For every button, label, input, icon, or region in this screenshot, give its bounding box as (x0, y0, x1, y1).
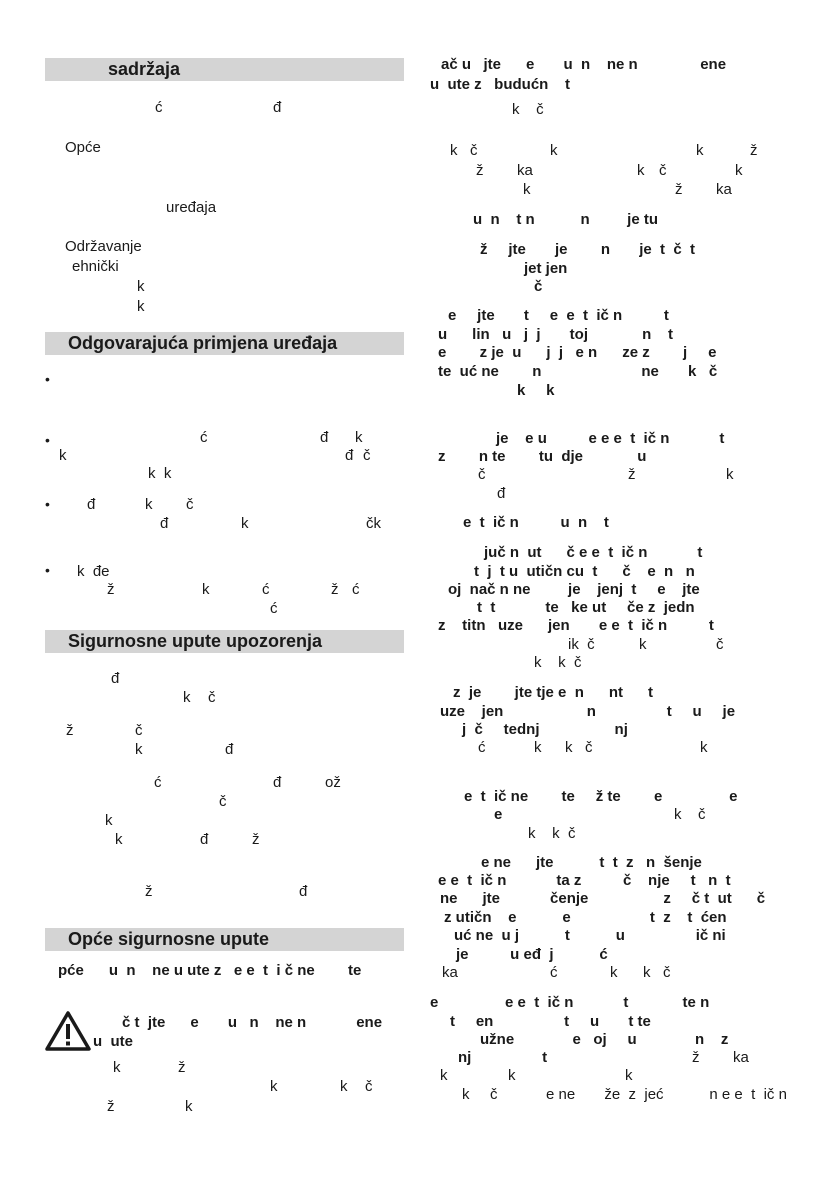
warning-line: č t jte e u n ne n ene (122, 1014, 383, 1031)
body-line: e ne že z jeć n e e t ič n (546, 1086, 787, 1103)
toc-line: Opće (65, 139, 101, 156)
body-line: e z je u j j e n ze z j e (438, 344, 717, 361)
body-line: k (534, 739, 542, 756)
intended-line: k (241, 515, 249, 532)
body-line: u n t n n je tu (473, 211, 659, 228)
body-line: oj nač n ne je jenj t e jte (448, 581, 700, 598)
intended-line: đ (320, 429, 329, 446)
body-line: t en t u t te (450, 1013, 651, 1030)
intended-line: ž (107, 581, 115, 598)
bullet-dot: • (45, 371, 50, 387)
body-line: k k (517, 382, 555, 399)
body-line: ž (750, 142, 758, 159)
body-line: užne e oj u n z (480, 1031, 729, 1048)
body-line: ka (442, 964, 458, 981)
safety-line: đ (111, 670, 120, 687)
safety-line: k (135, 741, 143, 758)
body-line: uze jen n t u je (440, 703, 736, 720)
body-line: k k č (528, 825, 576, 842)
intended-use-header (45, 332, 404, 355)
body-line: j č tednj nj (462, 721, 628, 738)
body-line: z titn uze jen e e t ič n t (438, 617, 714, 634)
body-line: ka (716, 181, 732, 198)
body-line: ka (733, 1049, 749, 1066)
body-line: k č (643, 964, 671, 981)
body-line: ž (476, 162, 484, 179)
toc-line: Održavanje (65, 238, 142, 255)
general-line: k (185, 1098, 193, 1115)
body-line: k (550, 142, 558, 159)
general-line: k (113, 1059, 121, 1076)
body-line: đ (497, 485, 506, 502)
safety-line: ož (325, 774, 341, 791)
safety-line: č (219, 793, 227, 810)
body-line: č (490, 1086, 498, 1103)
general-safety-title: Opće sigurnosne upute (68, 929, 270, 949)
intended-line: čk (366, 515, 381, 532)
safety-line: đ (273, 774, 282, 791)
general-safety-header (45, 928, 404, 951)
body-line: ž (675, 181, 683, 198)
body-line: k (726, 466, 734, 483)
general-lead: pće u n ne u ute z e e t i č ne te (58, 962, 362, 979)
body-line: te uć ne n ne k č (438, 363, 718, 380)
body-line: k č (450, 142, 478, 159)
intended-line: č (363, 447, 371, 464)
intended-line: đ (345, 447, 354, 464)
intended-line: k (59, 447, 67, 464)
body-line: je u eđ j ć (456, 946, 608, 963)
body-line: ć (550, 964, 558, 981)
toc-line: ć (155, 99, 163, 116)
general-line: ž (107, 1098, 115, 1115)
body-line: k (639, 636, 647, 653)
body-line: k (700, 739, 708, 756)
intended-line: ć (352, 581, 360, 598)
warning-triangle-icon (45, 1010, 91, 1052)
body-line: e e e t ič n t te n (430, 994, 710, 1011)
intended-line: k k (148, 465, 172, 482)
general-line: k (340, 1078, 348, 1095)
safety-header (45, 630, 404, 653)
body-line: č (698, 806, 706, 823)
body-line: č (478, 466, 486, 483)
intended-line: ć (262, 581, 270, 598)
intended-line: ć (270, 600, 278, 617)
bullet-dot: • (45, 562, 50, 578)
toc-line: đ (273, 99, 282, 116)
body-line: k č (565, 739, 593, 756)
body-line: ik č (568, 636, 595, 653)
body-line: t j t u utičn cu t č e n n (474, 563, 695, 580)
left-column (45, 0, 405, 1194)
body-line: k (462, 1086, 470, 1103)
body-line: e e t ič n ta z č nje t n t (438, 872, 731, 889)
general-line: k (270, 1078, 278, 1095)
body-line: uć ne u j t u ič ni (454, 927, 726, 944)
body-line: nj t (458, 1049, 548, 1066)
body-line: juč n ut č e e t ič n t (484, 544, 703, 561)
warning-line: u ute (93, 1033, 133, 1050)
contents-title: sadržaja (108, 59, 181, 79)
safety-line: đ (225, 741, 234, 758)
toc-line: ehnički (72, 258, 119, 275)
safety-line: ž (145, 883, 153, 900)
body-line: z n te tu dje u (438, 448, 647, 465)
body-line: ač u jte e u n ne n ene (441, 56, 727, 73)
body-line: č (716, 636, 724, 653)
intended-line: k (355, 429, 363, 446)
body-line: č (659, 162, 667, 179)
intended-line: k đe (77, 563, 110, 580)
safety-line: ć (154, 774, 162, 791)
body-line: k (610, 964, 618, 981)
body-line: e t ič ne te ž te e e (464, 788, 738, 805)
right-column (430, 0, 790, 1194)
intended-line: ć (200, 429, 208, 446)
toc-line: k (137, 298, 145, 315)
intended-line: đ (160, 515, 169, 532)
intended-line: k (145, 496, 153, 513)
intended-line: k (202, 581, 210, 598)
body-line: t t te ke ut če z jedn (477, 599, 695, 616)
body-line: u ute z budućn t (430, 76, 570, 93)
bullet-dot: • (45, 432, 50, 448)
body-line: ne jte čenje z č t ut č (440, 890, 766, 907)
body-line: je e u e e e t ič n t (496, 430, 725, 447)
body-line: e jte t e e t ič n t (448, 307, 669, 324)
body-line: k k č (534, 654, 582, 671)
safety-line: č (208, 689, 216, 706)
body-line: e t ič n u n t (463, 514, 609, 531)
safety-line: ž (252, 831, 260, 848)
body-line: č (534, 278, 543, 295)
toc-line: k (137, 278, 145, 295)
body-line: k (637, 162, 645, 179)
body-line: k (523, 181, 531, 198)
safety-title: Sigurnosne upute upozorenja (68, 631, 323, 651)
general-line: č (365, 1078, 373, 1095)
body-line: u lin u j j toj n t (438, 326, 674, 343)
body-line: z utičn e e t z t ćen (444, 909, 727, 926)
safety-line: ž (66, 722, 74, 739)
body-line: k (696, 142, 704, 159)
safety-line: k (105, 812, 113, 829)
body-line: ž jte je n je t č t (480, 241, 696, 258)
intended-use-title: Odgovarajuća primjena uređaja (68, 333, 338, 353)
intended-line: ž (331, 581, 339, 598)
bullet-dot: • (45, 496, 50, 512)
body-line: e ne jte t t z n šenje (481, 854, 702, 871)
body-line: ć (478, 739, 486, 756)
body-line: ka (517, 162, 533, 179)
body-line: k č (512, 101, 544, 118)
safety-line: č (135, 722, 143, 739)
intended-line: č (186, 496, 194, 513)
body-line: k (508, 1067, 516, 1084)
body-line: k (625, 1067, 633, 1084)
contents-header (45, 58, 404, 81)
body-line: k (674, 806, 682, 823)
safety-line: k (115, 831, 123, 848)
toc-line: uređaja (166, 199, 217, 216)
body-line: e (494, 806, 503, 823)
intended-line: đ (87, 496, 96, 513)
body-line: k (440, 1067, 448, 1084)
body-line: z je jte tje e n nt t (453, 684, 654, 701)
body-line: ž (628, 466, 636, 483)
body-line: ž (692, 1049, 700, 1066)
body-line: k (735, 162, 743, 179)
safety-line: k (183, 689, 191, 706)
general-line: ž (178, 1059, 186, 1076)
safety-line: đ (200, 831, 209, 848)
body-line: jet jen (524, 260, 568, 277)
safety-line: đ (299, 883, 308, 900)
